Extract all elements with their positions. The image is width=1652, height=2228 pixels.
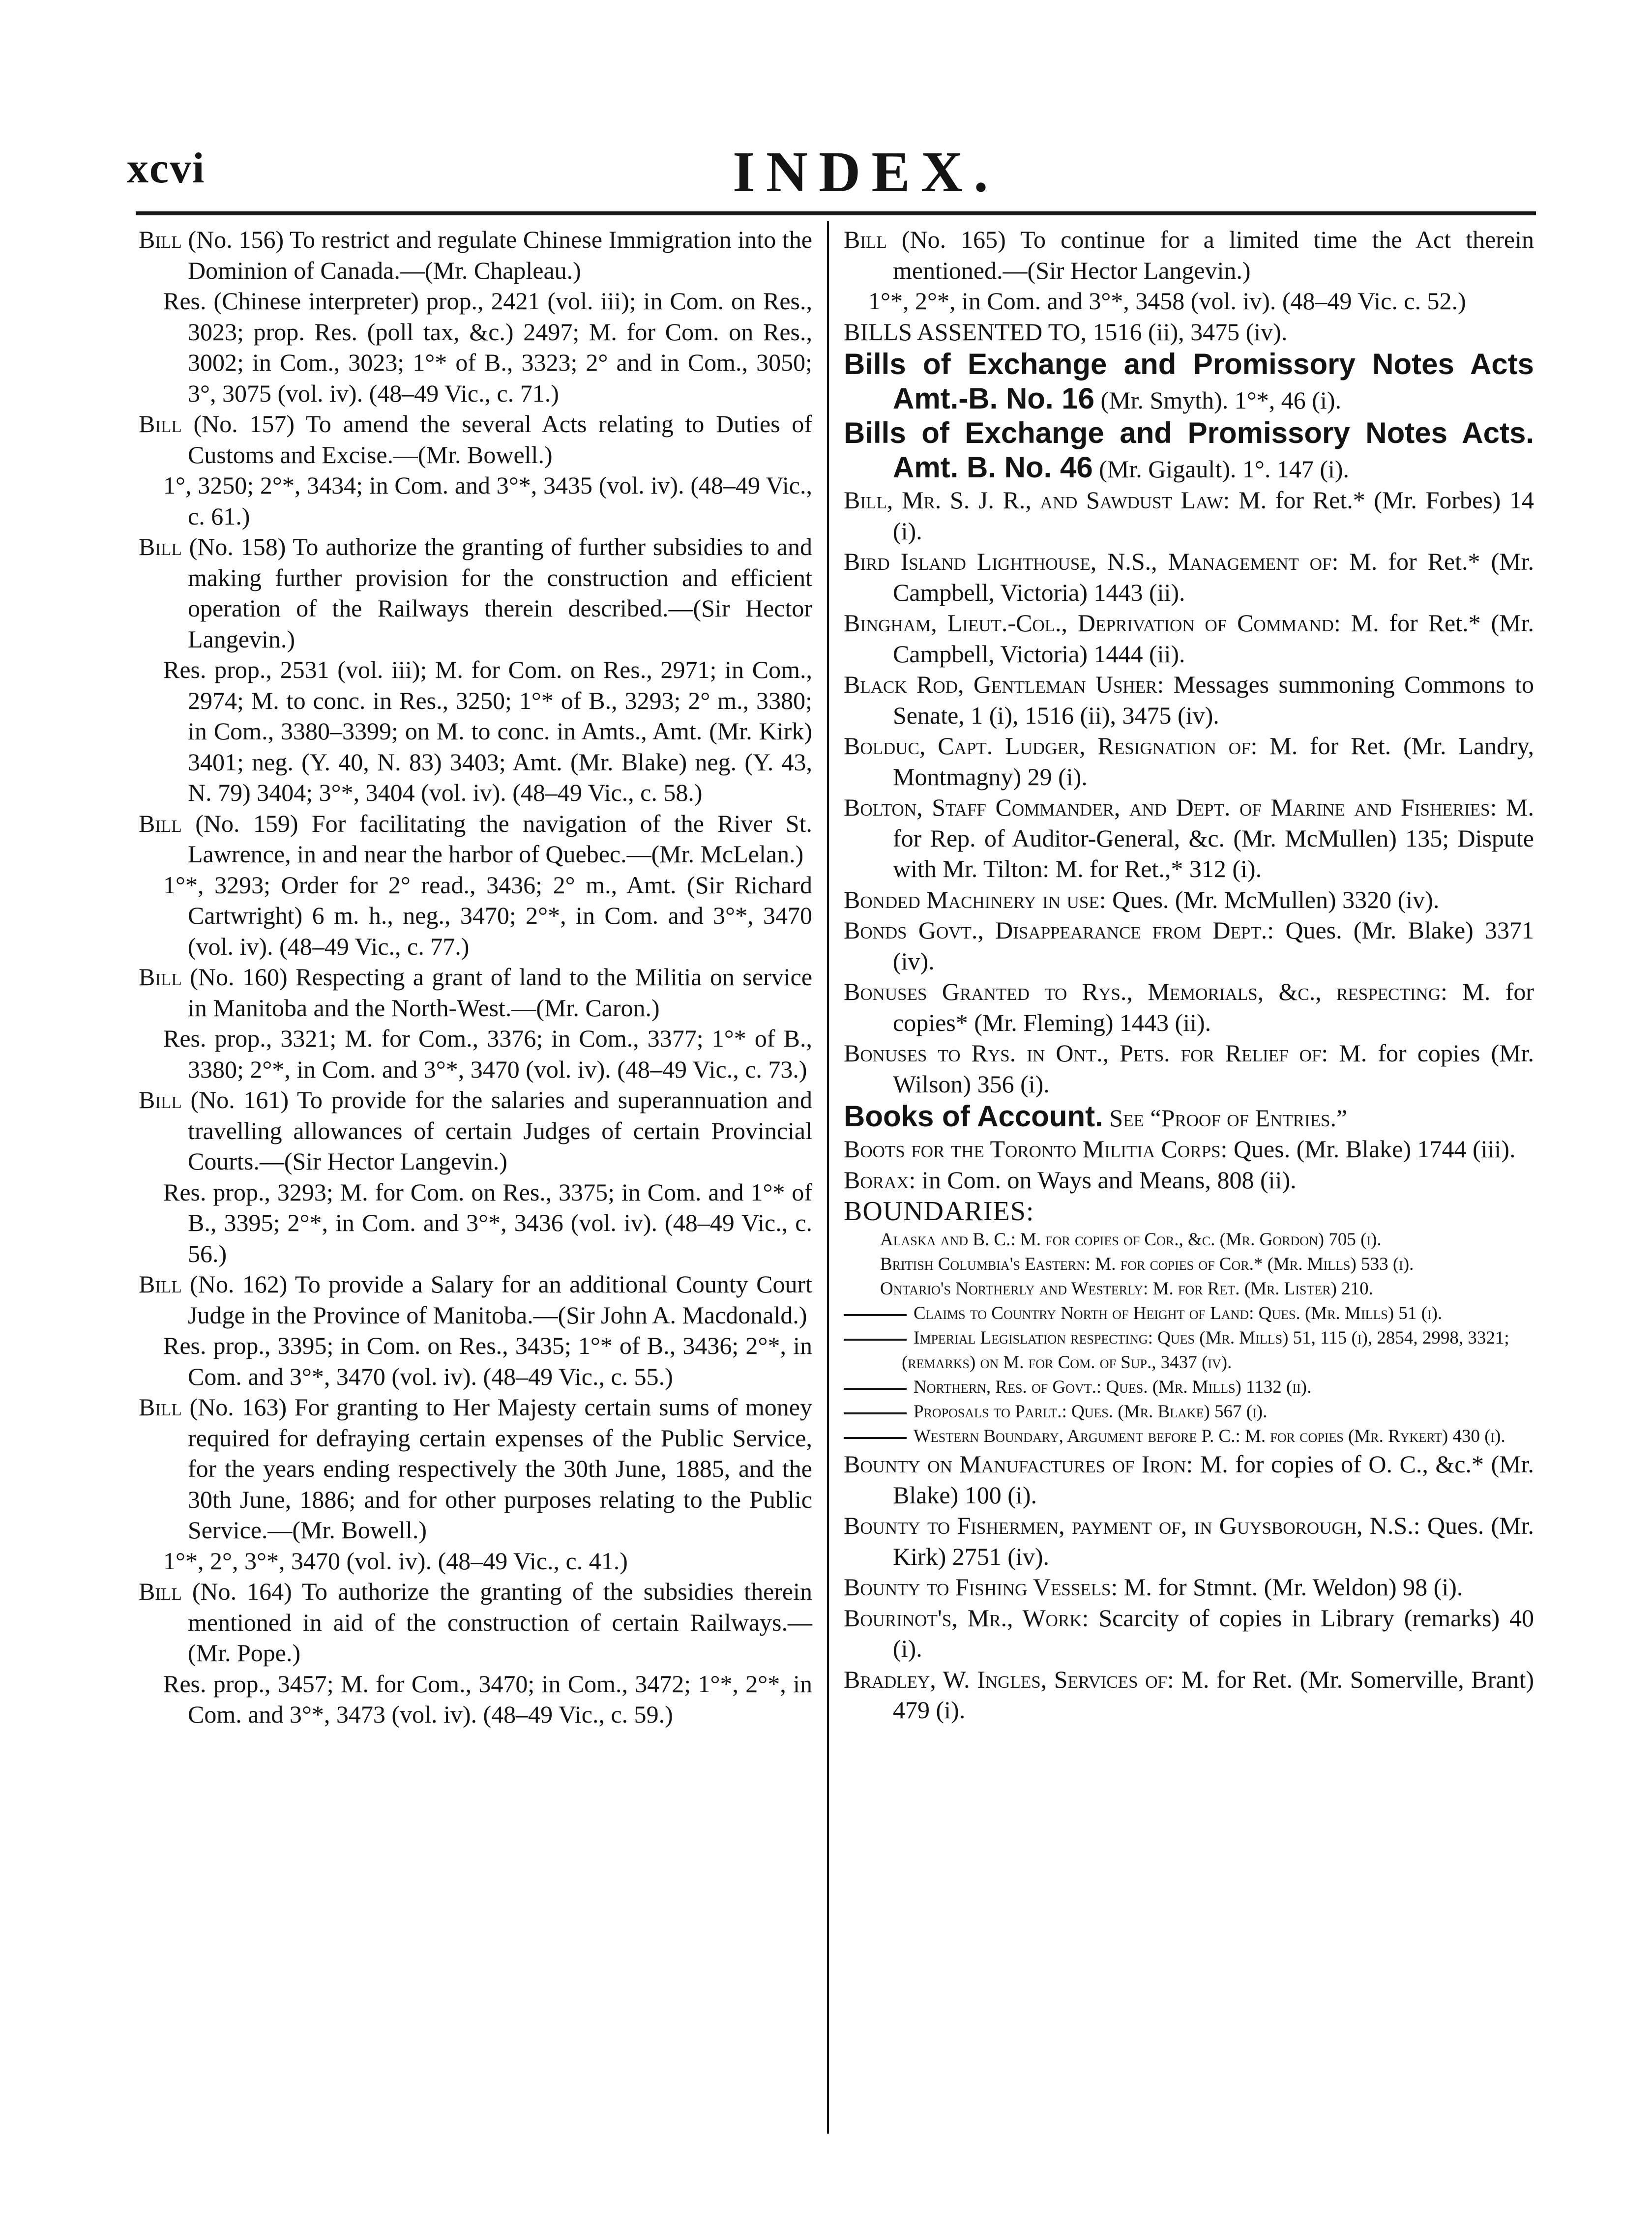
entry-text: M. for Ret. (Mr. Landry, Montmagny) 29 (i). [893,732,1534,791]
entry-text: (No. 158) To authorize the granting of further subsidies to and making further provision for the construction and efficient operation of the Railways therein described.—(Sir Hector Langevin.) [188,533,813,653]
entry-heading: Bill [139,410,182,438]
entry-detail [139,1546,812,1577]
entry-heading: Bolton, Staff Commander, and Dept. of Marine and Fisheries: [844,793,1497,821]
entry-detail [139,470,812,531]
entry-detail-text: 1°, 3250; 2°*, 3434; in Com. and 3°*, 3435 (vol. iv). (48–49 Vic., c. 61.) [163,471,812,530]
entry-text: M. for copies of O. C., &c.* (Mr. Blake) 100 (i). [893,1450,1534,1509]
index-entry [844,915,1534,976]
ditto-dash [844,1314,907,1316]
entry-heading: BILLS ASSENTED TO, [844,318,1087,346]
entry-detail-text: Res. prop., 3395; in Com. on Res., 3435; 1°* of B., 3436; 2°*, in Com. and 3°*, 3470 (vol. iv). (48–49 Vic., c. 55.) [163,1332,812,1390]
index-entry [844,976,1534,1038]
entry-heading: Bill [139,1578,182,1605]
entry-detail-text: Res. prop., 3293; M. for Com. on Res., 3375; in Com. and 1°* of B., 3395; 2°*, in Com. and 3°*, 3436 (vol. iv). (48–49 Vic., c. 56.) [163,1178,812,1267]
page-title: INDEX. [733,140,999,204]
entry-text: See “Proof of Entries.” [1109,1104,1348,1132]
entry-text: (No. 160) Respecting a grant of land to the Militia on service in Manitoba and the North-West.—(Mr. Caron.) [188,963,813,1022]
entry-text: (Mr. Smyth). 1°*, 46 (i). [1100,386,1341,414]
sub-entry-continued [844,1301,1534,1326]
entry-heading: Bonded Machinery in use: [844,885,1106,913]
entry-heading: Bill, Mr. S. J. R., and Sawdust Law: [844,486,1230,514]
entry-heading: Bounty to Fishermen, payment of, in Guysborough, N.S.: [844,1512,1420,1539]
sub-entry-continued [844,1375,1534,1400]
entry-detail-text: Res. prop., 3457; M. for Com., 3470; in Com., 3472; 1°*, 2°*, in Com. and 3°*, 3473 (vol. iv). (48–49 Vic., c. 59.) [163,1670,812,1728]
entry-text: Ques. (Mr. McMullen) 3320 (iv). [1112,885,1440,913]
index-entry [844,317,1534,348]
index-entry [844,1603,1534,1664]
entry-heading: Bill [139,1393,182,1421]
entry-detail-text: Res. prop., 2531 (vol. iii); M. for Com. on Res., 2971; in Com., 2974; M. to conc. in Res., 3250; 1°* of B., 3293; 2° m., 3380; in Com., 3380–3399; on M. to conc. in Amts., Amt. (Mr. Kirk) 3401; neg. (Y. 40, N. 83) 3403; Amt. (Mr. Blake) neg. (Y. 43, N. 79) 3404; 3°*, 3404 (vol. iv). (48–49 Vic., c. 58.) [163,656,812,806]
index-entry [844,1165,1534,1196]
entry-detail-text: Res. (Chinese interpreter) prop., 2421 (vol. iii); in Com. on Res., 3023; prop. Res. (poll tax, &c.) 2497; M. for Com. on Res., 3002; in Com., 3023; 1°* of B., 3323; 2° and in Com., 3050; 3°, 3075 (vol. iv). (48–49 Vic., c. 71.) [163,287,812,407]
left-column [139,224,812,1730]
sub-entry-text: Alaska and B. C.: M. for copies of Cor., &c. (Mr. Gordon) 705 (i). [880,1230,1382,1250]
entry-text: (No. 163) For granting to Her Majesty certain sums of money required for defraying certain expenses of the Public Service, for the years ending respectively the 30th June, 1885, and the 30th June, 1886; and for other purposes relating to the Public Service.—(Mr. Bowell.) [188,1393,813,1544]
right-column [844,224,1534,1726]
ditto-dash [844,1412,907,1414]
entry-detail [139,870,812,962]
index-entry [844,224,1534,286]
section-heading [844,1195,1534,1228]
entry-text: Messages summoning Commons to Senate, 1 (i), 1516 (ii), 3475 (iv). [893,671,1534,729]
entry-heading: Bill [139,1270,182,1298]
entry-text: (No. 162) To provide a Salary for an additional County Court Judge in the Province of Manitoba.—(Sir John A. Macdonald.) [188,1270,812,1329]
index-entry [844,669,1534,731]
entry-heading: Bingham, Lieut.-Col., Deprivation of Command: [844,609,1341,637]
index-entry [139,808,812,870]
entry-heading: Borax: [844,1166,916,1194]
index-entry [844,1449,1534,1510]
index-entry [139,1576,812,1669]
index-entry [844,731,1534,792]
sub-entry-continued [844,1400,1534,1424]
entry-text: M. for Ret.* (Mr. Campbell, Victoria) 1444 (ii). [893,609,1534,668]
sub-entry-continued [844,1326,1534,1375]
section-heading-text: BOUNDARIES: [844,1196,1034,1227]
sub-entry-text: Claims to Country North of Height of Land: Ques. (Mr. Mills) 51 (i). [914,1303,1443,1323]
entry-heading: Bonuses Granted to Rys., Memorials, &c., respecting: [844,978,1447,1005]
entry-text: (No. 156) To restrict and regulate Chinese Immigration into the Dominion of Canada.—(Mr. Chapleau.) [188,226,813,284]
sub-entry-text: Proposals to Parlt.: Ques. (Mr. Blake) 567 (i). [914,1402,1268,1422]
entry-detail [139,1023,812,1085]
entry-text: in Com. on Ways and Means, 808 (ii). [921,1166,1297,1194]
entry-text: (No. 159) For facilitating the navigation of the River St. Lawrence, in and near the harbor of Quebec.—(Mr. McLelan.) [188,809,813,868]
entry-heading: Bill [139,1086,182,1114]
sub-entry-text: Northern, Res. of Govt.: Ques. (Mr. Mills) 1132 (ii). [914,1377,1312,1397]
ditto-dash [844,1339,907,1341]
index-entry [139,1085,812,1177]
entry-text: M. for Ret.* (Mr. Campbell, Victoria) 1443 (ii). [893,548,1534,606]
entry-text: Ques. (Mr. Kirk) 2751 (iv). [893,1512,1534,1570]
ditto-dash [844,1388,907,1390]
entry-detail-text: 1°*, 2°, 3°*, 3470 (vol. iv). (48–49 Vic., c. 41.) [163,1547,628,1575]
entry-text: (No. 164) To authorize the granting of the subsidies therein mentioned in aid of the construction of certain Railways.—(Mr. Pope.) [188,1578,812,1667]
entry-heading: Bill [139,226,182,253]
index-entry [844,884,1534,915]
entry-heading: Bill [139,809,182,837]
index-entry [139,1269,812,1330]
entry-text: (Mr. Gigault). 1°. 147 (i). [1099,455,1350,483]
entry-heading: Bill [139,963,182,991]
index-entry [844,792,1534,884]
entry-heading: Boots for the Toronto Militia Corps: [844,1135,1228,1163]
entry-text: M. for Stmnt. (Mr. Weldon) 98 (i). [1123,1573,1463,1601]
index-entry [139,1392,812,1546]
entry-detail [139,1177,812,1269]
index-entry [844,608,1534,669]
index-entry [139,962,812,1023]
index-entry [844,1510,1534,1572]
sub-entry-text: Ontario's Northerly and Westerly: M. for Ret. (Mr. Lister) 210. [880,1279,1373,1299]
index-entry [844,1038,1534,1099]
entry-detail [844,286,1534,317]
entry-heading: Bourinot's, Mr., Work: [844,1604,1089,1632]
entry-text: M. for copies* (Mr. Fleming) 1443 (ii). [893,978,1534,1036]
index-entry [139,409,812,470]
sub-entry-text: Western Boundary, Argument before P. C.: M. for copies (Mr. Rykert) 430 (i). [914,1426,1505,1446]
sub-entry-continued [844,1424,1534,1449]
entry-heading: Books of Account. [844,1100,1103,1133]
entry-detail [139,1330,812,1392]
entry-text: (No. 165) To continue for a limited time the Act therein mentioned.—(Sir Hector Langevin.) [893,226,1534,284]
index-entry [844,1134,1534,1165]
index-entry-bold [844,416,1534,485]
entry-heading: Bills of Exchange and Promissory Notes Acts Amt.-B. No. 16 [844,348,1534,415]
entry-detail-text: Res. prop., 3321; M. for Com., 3376; in Com., 3377; 1°* of B., 3380; 2°*, in Com. and 3°*, 3470 (vol. iv). (48–49 Vic., c. 73.) [163,1025,812,1083]
column-divider [827,221,829,2134]
entry-heading: Bird Island Lighthouse, N.S., Management of: [844,548,1339,575]
entry-text: M. for Ret. (Mr. Somerville, Brant) 479 (i). [893,1665,1534,1724]
entry-heading: Bills of Exchange and Promissory Notes Acts. Amt. B. No. 46 [844,416,1534,484]
entry-heading: Bill [139,533,182,560]
sub-entry-text: Imperial Legislation respecting: Ques (Mr. Mills) 51, 115 (i), 2854, 2998, 3321; (remarks) on M. for Com. of Sup., 3437 (iv). [902,1328,1509,1373]
entry-text: Ques. (Mr. Blake) 3371 (iv). [893,916,1534,975]
entry-text: Ques. (Mr. Blake) 1744 (iii). [1233,1135,1516,1163]
page-number: xcvi [127,145,206,192]
entry-detail [139,286,812,409]
entry-text: M. for Rep. of Auditor-General, &c. (Mr. McMullen) 135; Dispute with Mr. Tilton: M. for Ret.,* 312 (i). [893,793,1534,882]
header-rule [136,211,1536,215]
index-entry [844,1664,1534,1726]
entry-heading: Bounty on Manufactures of Iron: [844,1450,1193,1478]
entry-detail [139,654,812,808]
index-entry [844,1572,1534,1603]
entry-heading: Black Rod, Gentleman Usher: [844,671,1164,698]
entry-detail [139,1669,812,1730]
index-entry [844,546,1534,608]
ditto-dash [844,1437,907,1439]
index-entry [844,485,1534,546]
index-entry [139,531,812,654]
entry-heading: Bonuses to Rys. in Ont., Pets. for Relief of: [844,1039,1328,1067]
entry-text: M. for copies (Mr. Wilson) 356 (i). [893,1039,1534,1098]
entry-detail-text: 1°*, 3293; Order for 2° read., 3436; 2° m., Amt. (Sir Richard Cartwright) 6 m. h., neg., 3470; 2°*, in Com. and 3°*, 3470 (vol. iv). (48–49 Vic., c. 77.) [163,871,812,960]
entry-heading: Bounty to Fishing Vessels: [844,1573,1118,1601]
index-entry-bold [844,1099,1534,1134]
entry-text: Scarcity of copies in Library (remarks) 40 (i). [893,1604,1534,1662]
index-entry-bold [844,347,1534,416]
entry-detail-text: 1°*, 2°*, in Com. and 3°*, 3458 (vol. iv). (48–49 Vic. c. 52.) [868,287,1466,315]
sub-entry [844,1228,1534,1252]
sub-entry [844,1252,1534,1277]
entry-text: 1516 (ii), 3475 (iv). [1092,318,1288,346]
entry-text: M. for Ret.* (Mr. Forbes) 14 (i). [893,486,1534,545]
entry-text: (No. 157) To amend the several Acts relating to Duties of Customs and Excise.—(Mr. Bowell.) [188,410,812,469]
sub-entry [844,1277,1534,1301]
sub-entry-text: British Columbia's Eastern: M. for copies of Cor.* (Mr. Mills) 533 (i). [880,1254,1414,1274]
entry-text: (No. 161) To provide for the salaries and superannuation and travelling allowances of certain Judges of certain Provincial Courts.—(Sir Hector Langevin.) [188,1086,812,1175]
entry-heading: Bolduc, Capt. Ludger, Resignation of: [844,732,1258,760]
entry-heading: Bradley, W. Ingles, Services of: [844,1665,1174,1693]
entry-heading: Bill [844,226,887,253]
index-entry [139,224,812,286]
entry-heading: Bonds Govt., Disappearance from Dept.: [844,916,1274,944]
